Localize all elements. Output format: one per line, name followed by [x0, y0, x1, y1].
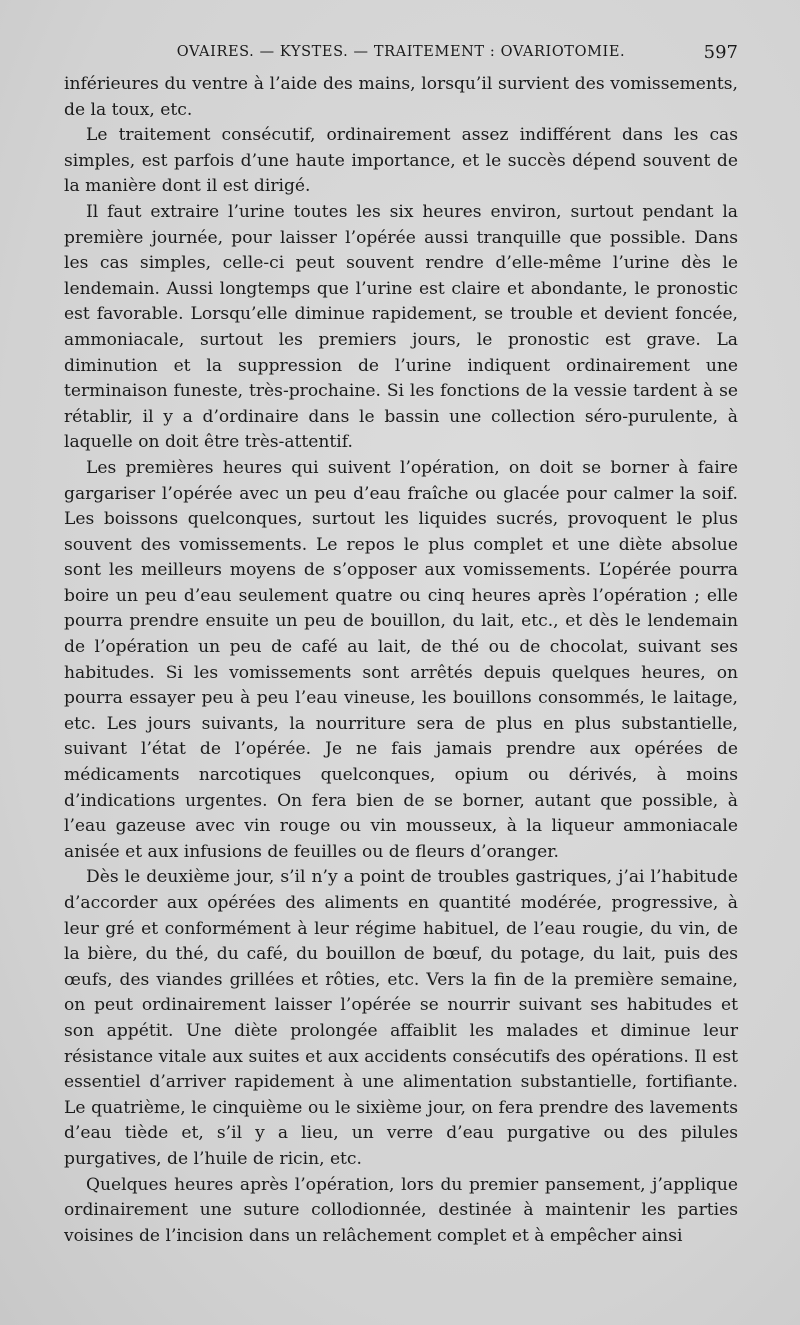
paragraph-premieres-heures: Les premières heures qui suivent l’opération, on doit se borner à faire gargariser l’opérée avec un peu d’eau fraîche ou glacée pour calmer la soif. Les boissons quelconques, surtout les liquides sucrés, provoquent le plus souvent des vomissements. Le repos le plus complet et une diète absolue sont les meilleurs moyens de s’opposer aux vomissements. L’opérée pourra boire un peu d’eau seulement quatre ou cinq heures après l’opération ; elle pourra prendre ensuite un peu de bouillon, du lait, etc., et dès le lendemain de l’opération un peu de café au lait, de thé ou de chocolat, suivant ses habitudes. Si les vomissements sont arrêtés depuis quelques heures, on pourra essayer peu à peu l’eau vineuse, les bouillons consommés, le laitage, etc. Les jours suivants, la nourriture sera de plus en plus substantielle, suivant l’état de l’opérée. Je ne fais jamais prendre aux opérées de médicaments narcotiques quelconques, opium ou dérivés, à moins d’indications urgentes. On fera bien de se borner, autant que possible, à l’eau gazeuse avec vin rouge ou vin mousseux, à la liqueur ammoniacale anisée et aux infusions de feuilles ou de fleurs d’oranger.	[64, 457, 738, 862]
body-text	[64, 72, 738, 1249]
paragraph-premier-pansement: Quelques heures après l’opération, lors du premier pansement, j’applique ordinairement une suture collodionnée, destinée à maintenir les parties voisines de l’incision dans un relâchement complet et à empêcher ainsi	[64, 1174, 738, 1246]
paragraph-traitement-consecutif: Le traitement consécutif, ordinairement assez indifférent dans les cas simples, est parfois d’une haute importance, et le succès dépend souvent de la manière dont il est dirigé.	[64, 125, 738, 197]
running-title: OVAIRES. — KYSTES. — TRAITEMENT : OVARIOTOMIE.	[176, 44, 626, 60]
paragraph-continuation: inférieures du ventre à l’aide des mains, lorsqu’il survient des vomissements, de la toux, etc.	[64, 74, 738, 120]
paragraph-deuxieme-jour: Dès le deuxième jour, s’il n’y a point de troubles gastriques, j’ai l’habitude d’accorder aux opérées des aliments en quantité modérée, progressive, à leur gré et conformément à leur régime habituel, de l’eau rougie, du vin, de la bière, du thé, du café, du bouillon de bœuf, du potage, du lait, puis des œufs, des viandes grillées et rôties, etc. Vers la fin de la première semaine, on peut ordinairement laisser l’opérée se nourrir suivant ses habitudes et son appétit. Une diète prolongée affaiblit les malades et diminue leur résistance vitale aux suites et aux accidents consécutifs des opérations. Il est essentiel d’arriver rapidement à une alimentation substantielle, fortifiante. Le quatrième, le cinquième ou le sixième jour, on fera prendre des lavements d’eau tiède et, s’il y a lieu, un verre d’eau purgative ou des pilules purgatives, de l’huile de ricin, etc.	[64, 867, 738, 1169]
paragraph-urine: Il faut extraire l’urine toutes les six heures environ, surtout pendant la première journée, pour laisser l’opérée aussi tranquille que possible. Dans les cas simples, celle-ci peut souvent rendre d’elle-même l’urine dès le lendemain. Aussi longtemps que l’urine est claire et abondante, le pronostic est favorable. Lorsqu’elle diminue rapidement, se trouble et devient foncée, ammoniacale, surtout les premiers jours, le pronostic est grave. La diminution et la suppression de l’urine indiquent ordinairement une terminaison funeste, très-prochaine. Si les fonctions de la vessie tardent à se rétablir, il y a d’ordinaire dans le bassin une collection séro-purulente, à laquelle on doit être très-attentif.	[64, 201, 738, 453]
page-header	[64, 40, 738, 68]
page-number: 597	[703, 42, 738, 63]
